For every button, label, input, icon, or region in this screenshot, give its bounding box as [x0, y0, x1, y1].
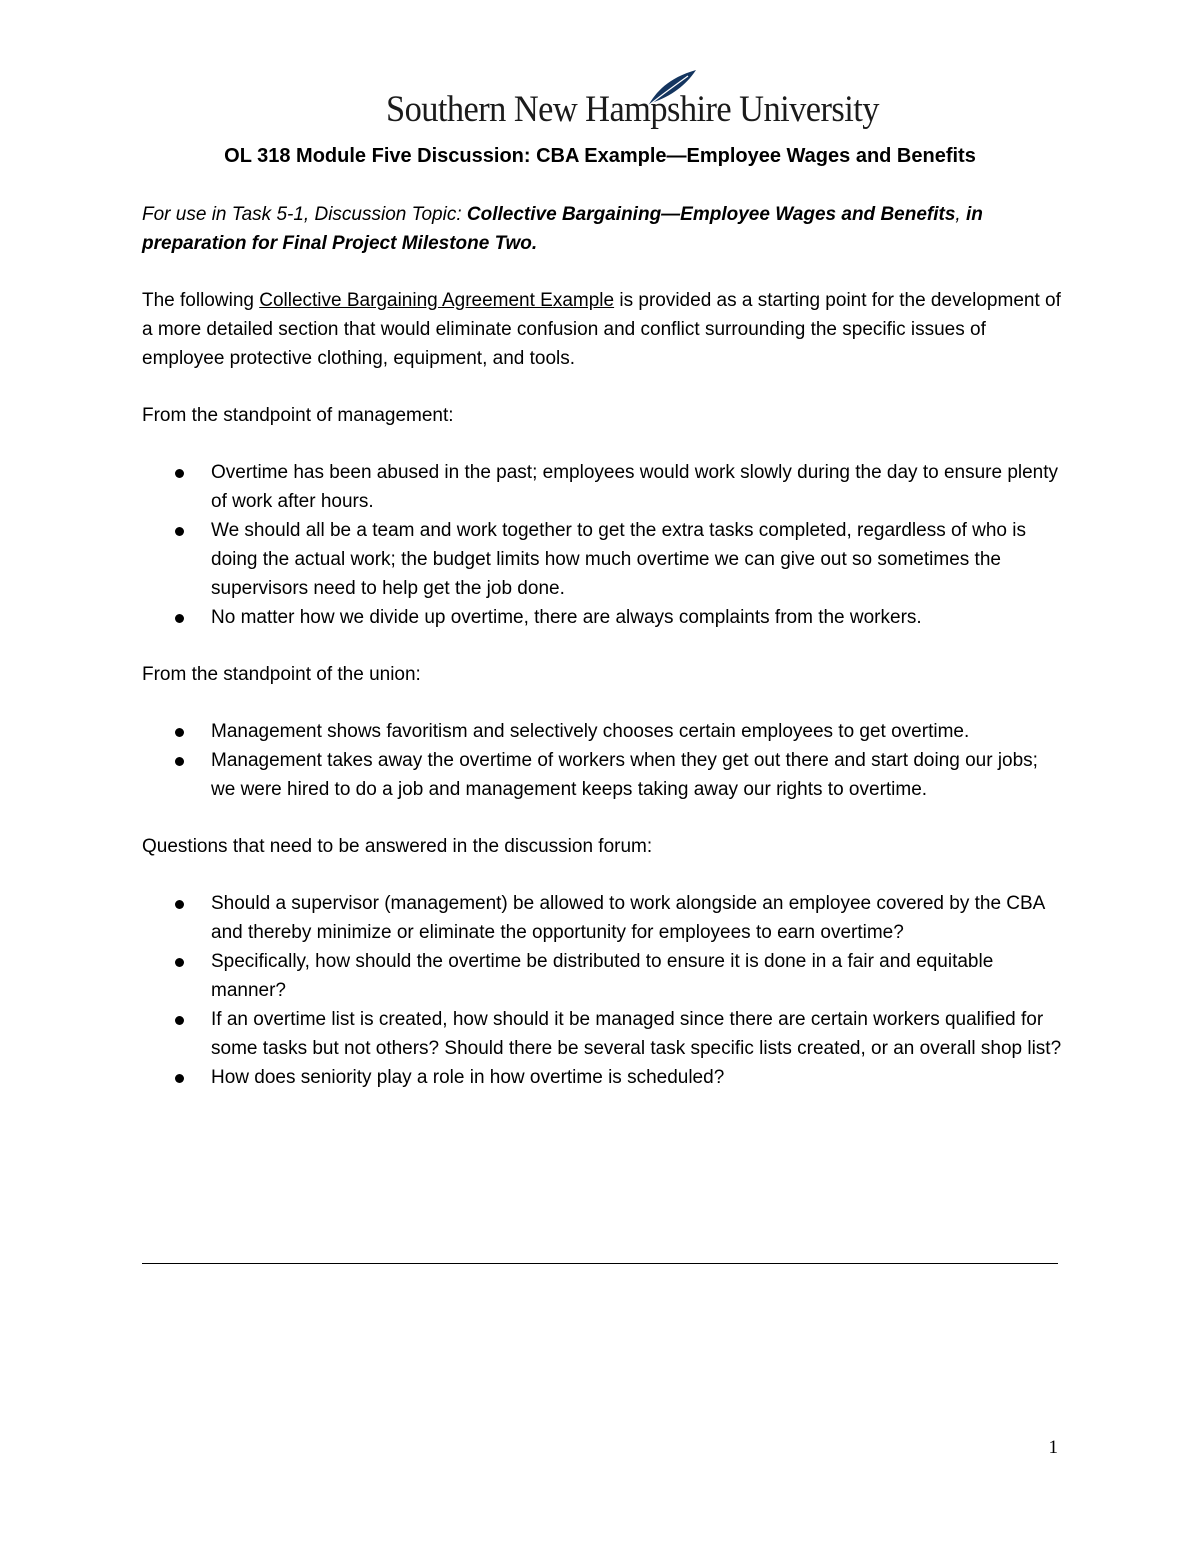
description-paragraph: [142, 286, 1062, 373]
questions-list: [142, 889, 1062, 1092]
questions-heading: Questions that need to be answered in the discussion forum:: [142, 836, 653, 857]
intro-separator: ,: [955, 204, 966, 225]
list-item: If an overtime list is created, how should it be managed since there are certain workers qualified for some tasks but not others? Should there be several task specific lists created, or an overall shop list?: [142, 1005, 1062, 1063]
list-item: Specifically, how should the overtime be distributed to ensure it is done in a fair and equitable manner?: [142, 947, 1062, 1005]
intro-lead: For use in Task 5-1, Discussion Topic:: [142, 204, 467, 225]
management-list: [142, 458, 1062, 632]
list-item: Management takes away the overtime of workers when they get out there and start doing our jobs; we were hired to do a job and management keeps taking away our rights to overtime.: [142, 746, 1062, 804]
document-title: OL 318 Module Five Discussion: CBA Example—Employee Wages and Benefits: [224, 145, 976, 167]
management-heading: From the standpoint of management:: [142, 405, 454, 426]
description-before: The following: [142, 290, 260, 311]
list-item: How does seniority play a role in how overtime is scheduled?: [142, 1063, 1062, 1092]
horizontal-divider: [142, 1263, 1058, 1264]
document-body: [142, 200, 1062, 1120]
list-item: Overtime has been abused in the past; employees would work slowly during the day to ensure plenty of work after hours.: [142, 458, 1062, 516]
list-item: Should a supervisor (management) be allowed to work alongside an employee covered by the CBA and thereby minimize or eliminate the opportunity for employees to earn overtime?: [142, 889, 1062, 947]
intro-paragraph: [142, 200, 1062, 258]
intro-end: .: [531, 233, 538, 254]
page-number: 1: [1048, 1437, 1058, 1458]
intro-milestone: in preparation for Final Project Milestone Two: [142, 204, 983, 254]
union-heading: From the standpoint of the union:: [142, 664, 421, 685]
list-item: We should all be a team and work together to get the extra tasks completed, regardless of who is doing the actual work; the budget limits how much overtime we can give out so sometimes the supervisors need to help get the job done.: [142, 516, 1062, 603]
description-after: is provided as a starting point for the development of a more detailed section that would eliminate confusion and conflict surrounding the specific issues of employee protective clothing, equipment, and tools.: [142, 290, 1061, 369]
union-list: [142, 717, 1062, 804]
list-item: Management shows favoritism and selectively chooses certain employees to get overtime.: [142, 717, 1062, 746]
logo-text: Southern New Hampshire University: [386, 89, 879, 130]
list-item: No matter how we divide up overtime, there are always complaints from the workers.: [142, 603, 1062, 632]
intro-topic: Collective Bargaining—Employee Wages and Benefits: [466, 204, 956, 225]
cba-example-link[interactable]: Collective Bargaining Agreement Example: [259, 290, 615, 311]
university-logo: [386, 68, 879, 136]
